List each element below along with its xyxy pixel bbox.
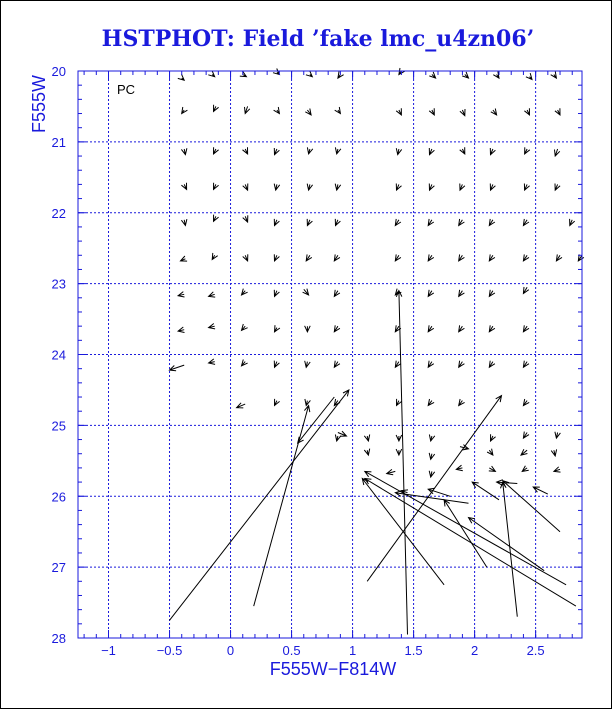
offset-vector — [428, 325, 434, 332]
offset-vector — [274, 290, 279, 297]
offset-vector — [274, 219, 279, 226]
offset-vector — [214, 147, 219, 154]
offset-vector — [555, 184, 560, 191]
x-tick-label: 1 — [348, 643, 357, 658]
offset-vector — [306, 71, 312, 77]
y-tick-label: 26 — [51, 489, 66, 505]
offset-vector — [429, 148, 434, 155]
offset-vector — [274, 184, 280, 191]
offset-vector — [305, 361, 311, 368]
offset-vector — [428, 488, 450, 496]
x-tick-label: 0 — [226, 643, 235, 658]
offset-vector — [460, 184, 465, 191]
offset-vector — [303, 289, 309, 295]
offset-vector — [525, 147, 530, 154]
offset-vector — [428, 219, 434, 226]
offset-vector — [334, 361, 340, 368]
offset-vector — [522, 466, 529, 472]
offset-vector — [214, 105, 219, 112]
offset-vector — [555, 108, 560, 115]
offset-vector — [275, 325, 280, 332]
offset-vector — [524, 184, 529, 191]
offset-vector — [493, 72, 499, 79]
offset-vector — [208, 71, 214, 77]
x-tick-label: 0.5 — [282, 643, 301, 658]
offset-vector — [460, 109, 465, 116]
offset-vector — [489, 466, 496, 471]
offset-vector — [209, 292, 216, 297]
offset-vector — [334, 290, 340, 297]
offset-vector — [305, 399, 311, 406]
offset-vector — [429, 471, 435, 477]
offset-vector — [387, 469, 396, 474]
y-tick-label: 20 — [51, 64, 66, 79]
axis-layer — [52, 64, 582, 658]
offset-vector — [429, 184, 434, 191]
offset-vector — [570, 219, 575, 226]
y-tick-label: 25 — [51, 418, 66, 434]
offset-vector — [523, 254, 529, 261]
offset-vector — [429, 108, 434, 115]
y-tick-label: 28 — [51, 631, 66, 646]
offset-vector — [533, 487, 548, 494]
offset-vector — [181, 256, 188, 261]
offset-vector — [459, 325, 465, 332]
offset-vector — [462, 72, 468, 78]
offset-vector — [298, 397, 335, 443]
offset-vector — [428, 290, 434, 297]
offset-vector — [178, 74, 184, 80]
offset-vector — [487, 449, 493, 455]
offset-vector — [472, 482, 499, 500]
offset-vector — [395, 361, 401, 368]
offset-vector — [338, 431, 347, 436]
offset-vector — [523, 287, 528, 294]
panel-label: PC — [117, 82, 136, 97]
offset-vector — [469, 518, 545, 571]
offset-vector — [459, 399, 465, 406]
offset-vector — [524, 108, 529, 115]
offset-vector — [335, 184, 341, 191]
offset-vector — [428, 254, 434, 261]
offset-vector — [554, 467, 561, 472]
offset-vector — [396, 184, 401, 191]
offset-vector — [242, 360, 248, 366]
offset-vector — [551, 72, 557, 79]
offset-vector — [428, 399, 434, 406]
offset-vector — [523, 361, 529, 368]
y-tick-label: 21 — [51, 134, 66, 150]
offset-vector — [243, 184, 248, 191]
offset-vector — [429, 72, 435, 78]
offset-vector — [242, 289, 248, 295]
offset-vector — [551, 449, 556, 456]
x-tick-label: −1 — [101, 643, 116, 658]
offset-vector — [214, 215, 219, 222]
offset-vector — [365, 479, 576, 607]
offset-vector — [459, 290, 465, 297]
offset-vector — [335, 107, 341, 114]
offset-vector — [335, 435, 341, 442]
offset-vector — [307, 184, 312, 191]
offset-vector — [306, 254, 312, 261]
offset-vector — [307, 219, 312, 226]
offset-vector — [209, 324, 216, 329]
offset-vector — [429, 435, 434, 442]
offset-vector — [334, 325, 340, 332]
offset-vector — [170, 365, 185, 371]
offset-vector — [243, 254, 248, 261]
offset-vector — [489, 254, 495, 261]
offset-vector — [274, 254, 279, 261]
offset-vector — [397, 399, 402, 406]
offset-vector — [523, 399, 529, 406]
offset-vector — [396, 435, 402, 441]
x-tick-label: 2 — [470, 643, 479, 658]
offset-vector — [491, 109, 497, 115]
offset-vector — [444, 500, 487, 567]
offset-vector — [275, 399, 280, 406]
offset-vector — [428, 361, 434, 368]
offset-vector — [429, 453, 435, 460]
y-tick-label: 24 — [51, 347, 66, 363]
offset-vector — [245, 106, 250, 113]
offset-vector — [460, 147, 465, 154]
offset-vector — [490, 184, 495, 191]
y-tick-label: 23 — [51, 276, 66, 292]
offset-vector — [182, 107, 188, 114]
offset-vector — [335, 219, 340, 226]
offset-vector — [489, 325, 495, 332]
offset-vector — [243, 147, 248, 154]
offset-vector — [334, 254, 340, 261]
offset-vector — [181, 219, 187, 225]
x-tick-label: 2.5 — [526, 643, 545, 658]
offset-vector — [396, 291, 407, 635]
offset-vector — [362, 479, 444, 585]
offset-vector — [364, 435, 369, 442]
offset-vector — [307, 147, 312, 154]
x-tick-label: 1.5 — [404, 643, 423, 658]
y-axis-label: F555W — [29, 74, 49, 134]
offset-vector — [396, 108, 401, 115]
offset-vector — [396, 148, 401, 154]
offset-vector — [555, 432, 561, 438]
offset-vector — [489, 219, 495, 226]
x-axis-label: F555W−F814W — [269, 659, 397, 679]
offset-vector — [305, 326, 311, 332]
offset-vector — [523, 325, 529, 332]
offset-vector — [181, 148, 187, 154]
offset-vector — [209, 359, 216, 365]
offset-vector — [503, 481, 560, 532]
offset-vector — [523, 219, 529, 226]
offset-vector — [181, 183, 186, 190]
offset-vector — [274, 148, 279, 155]
offset-vector — [237, 403, 246, 408]
offset-vector — [178, 292, 184, 297]
offset-vector — [274, 361, 279, 368]
offset-vector — [305, 109, 311, 115]
offset-vector — [556, 254, 562, 261]
x-tick-label: −0.5 — [156, 643, 183, 658]
offset-vector — [242, 324, 248, 330]
offset-vector — [396, 449, 402, 455]
offset-vector — [254, 406, 310, 607]
offset-vector — [364, 449, 369, 456]
y-tick-label: 27 — [51, 560, 66, 576]
offset-vector — [395, 219, 401, 226]
offset-vector — [459, 254, 465, 261]
chart-title: HSTPHOT: Field ’fake lmc_u4zn06’ — [101, 26, 535, 52]
offset-vector — [555, 149, 560, 156]
offset-vector — [526, 73, 532, 79]
offset-vector — [274, 107, 280, 114]
offset-vector — [459, 219, 465, 226]
offset-vector — [243, 215, 248, 222]
y-tick-label: 22 — [51, 205, 66, 221]
offset-vector — [456, 465, 463, 471]
vector-layer — [170, 68, 584, 635]
offset-vector — [523, 432, 529, 439]
offset-vector — [490, 148, 495, 155]
offset-vector — [489, 361, 495, 368]
offset-vector — [395, 254, 401, 261]
grid-layer — [78, 71, 582, 638]
offset-vector — [491, 434, 496, 441]
offset-vector — [459, 361, 465, 368]
offset-vector — [489, 290, 495, 297]
offset-vector — [214, 183, 219, 190]
offset-vector — [178, 327, 184, 333]
offset-vector — [521, 449, 527, 455]
offset-vector — [212, 253, 218, 260]
offset-vector — [335, 147, 341, 154]
